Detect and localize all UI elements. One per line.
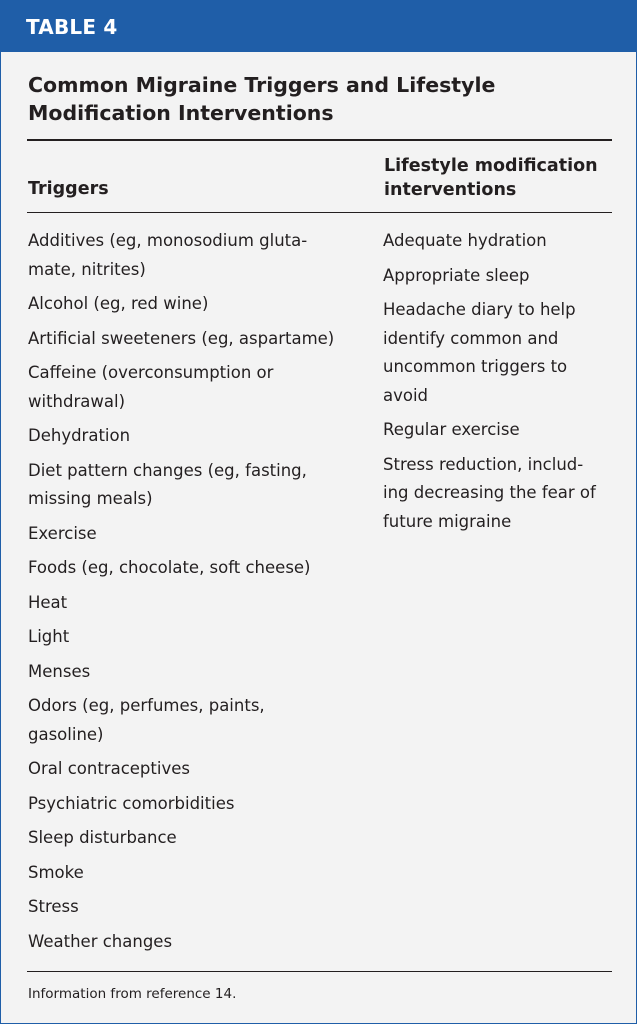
trigger-item <box>28 658 373 687</box>
column-header-interventions-line-2: interventions <box>384 180 517 200</box>
trigger-item <box>28 623 373 652</box>
header-rule <box>27 212 612 213</box>
trigger-item <box>28 520 373 549</box>
trigger-item <box>28 457 373 514</box>
trigger-item-text: Exercise <box>28 523 97 543</box>
intervention-item-text: Adequate hydration <box>383 231 547 250</box>
trigger-item-text: Alcohol (eg, red wine) <box>28 294 209 313</box>
trigger-item-text: Oral contraceptives <box>28 759 190 778</box>
table-title-line-1: Common Migraine Triggers and Lifestyle <box>28 73 496 97</box>
trigger-item-text: Caffeine (overconsumption or <box>28 363 274 382</box>
intervention-item-text: ing decreasing the fear of <box>383 483 596 502</box>
column-header-interventions <box>384 154 598 202</box>
intervention-item-text: future migraine <box>383 511 512 531</box>
trigger-item-text: gasoline) <box>28 724 104 744</box>
intervention-item-text: identify common and <box>383 328 559 348</box>
trigger-item-text: Menses <box>28 661 91 681</box>
intervention-item <box>383 296 623 410</box>
trigger-item-text: Weather changes <box>28 931 173 951</box>
trigger-item <box>28 227 373 284</box>
intervention-item <box>383 262 623 291</box>
intervention-item <box>383 416 623 445</box>
column-header-triggers: Triggers <box>28 179 109 199</box>
trigger-item-text: Heat <box>28 592 68 612</box>
triggers-list <box>28 227 373 962</box>
trigger-item <box>28 325 373 354</box>
trigger-item <box>28 928 373 957</box>
bottom-rule <box>27 971 612 972</box>
trigger-item <box>28 422 373 451</box>
trigger-item-text: Psychiatric comorbidities <box>28 793 235 813</box>
trigger-item-text: Light <box>28 627 70 646</box>
intervention-item-text: Headache diary to help <box>383 300 576 319</box>
trigger-item-text: Dehydration <box>28 426 131 445</box>
intervention-item-text: avoid <box>383 385 429 405</box>
trigger-item-text: withdrawal) <box>28 391 126 411</box>
trigger-item-text: Additives (eg, monosodium gluta- <box>28 231 308 250</box>
intervention-item <box>383 227 623 256</box>
top-rule <box>27 139 612 141</box>
intervention-item <box>383 451 623 537</box>
trigger-item-text: Odors (eg, perfumes, paints, <box>28 696 265 715</box>
trigger-item-text: mate, nitrites) <box>28 259 146 279</box>
intervention-item-text: uncommon triggers to <box>383 357 568 376</box>
trigger-item <box>28 359 373 416</box>
trigger-item <box>28 290 373 319</box>
trigger-item <box>28 893 373 922</box>
trigger-item-text: Smoke <box>28 862 84 882</box>
column-header-interventions-line-1: Lifestyle modification <box>384 156 598 176</box>
trigger-item <box>28 790 373 819</box>
trigger-item <box>28 589 373 618</box>
trigger-item <box>28 824 373 853</box>
trigger-item <box>28 755 373 784</box>
trigger-item <box>28 692 373 749</box>
intervention-item-text: Stress reduction, includ- <box>383 454 584 474</box>
table-label-bar <box>1 1 636 52</box>
trigger-item-text: Artificial sweeteners (eg, aspartame) <box>28 328 335 348</box>
trigger-item-text: missing meals) <box>28 489 153 508</box>
trigger-item-text: Diet pattern changes (eg, fasting, <box>28 460 307 480</box>
interventions-list <box>383 227 623 542</box>
table-title <box>28 71 495 127</box>
trigger-item <box>28 554 373 583</box>
trigger-item-text: Foods (eg, chocolate, soft cheese) <box>28 558 311 577</box>
trigger-item <box>28 859 373 888</box>
trigger-item-text: Stress <box>28 897 79 916</box>
table-title-line-2: Modification Interventions <box>28 101 334 125</box>
trigger-item-text: Sleep disturbance <box>28 828 177 847</box>
table-footnote: Information from reference 14. <box>28 986 237 1002</box>
table-label: TABLE 4 <box>26 15 118 39</box>
intervention-item-text: Appropriate sleep <box>383 265 530 285</box>
intervention-item-text: Regular exercise <box>383 420 520 439</box>
